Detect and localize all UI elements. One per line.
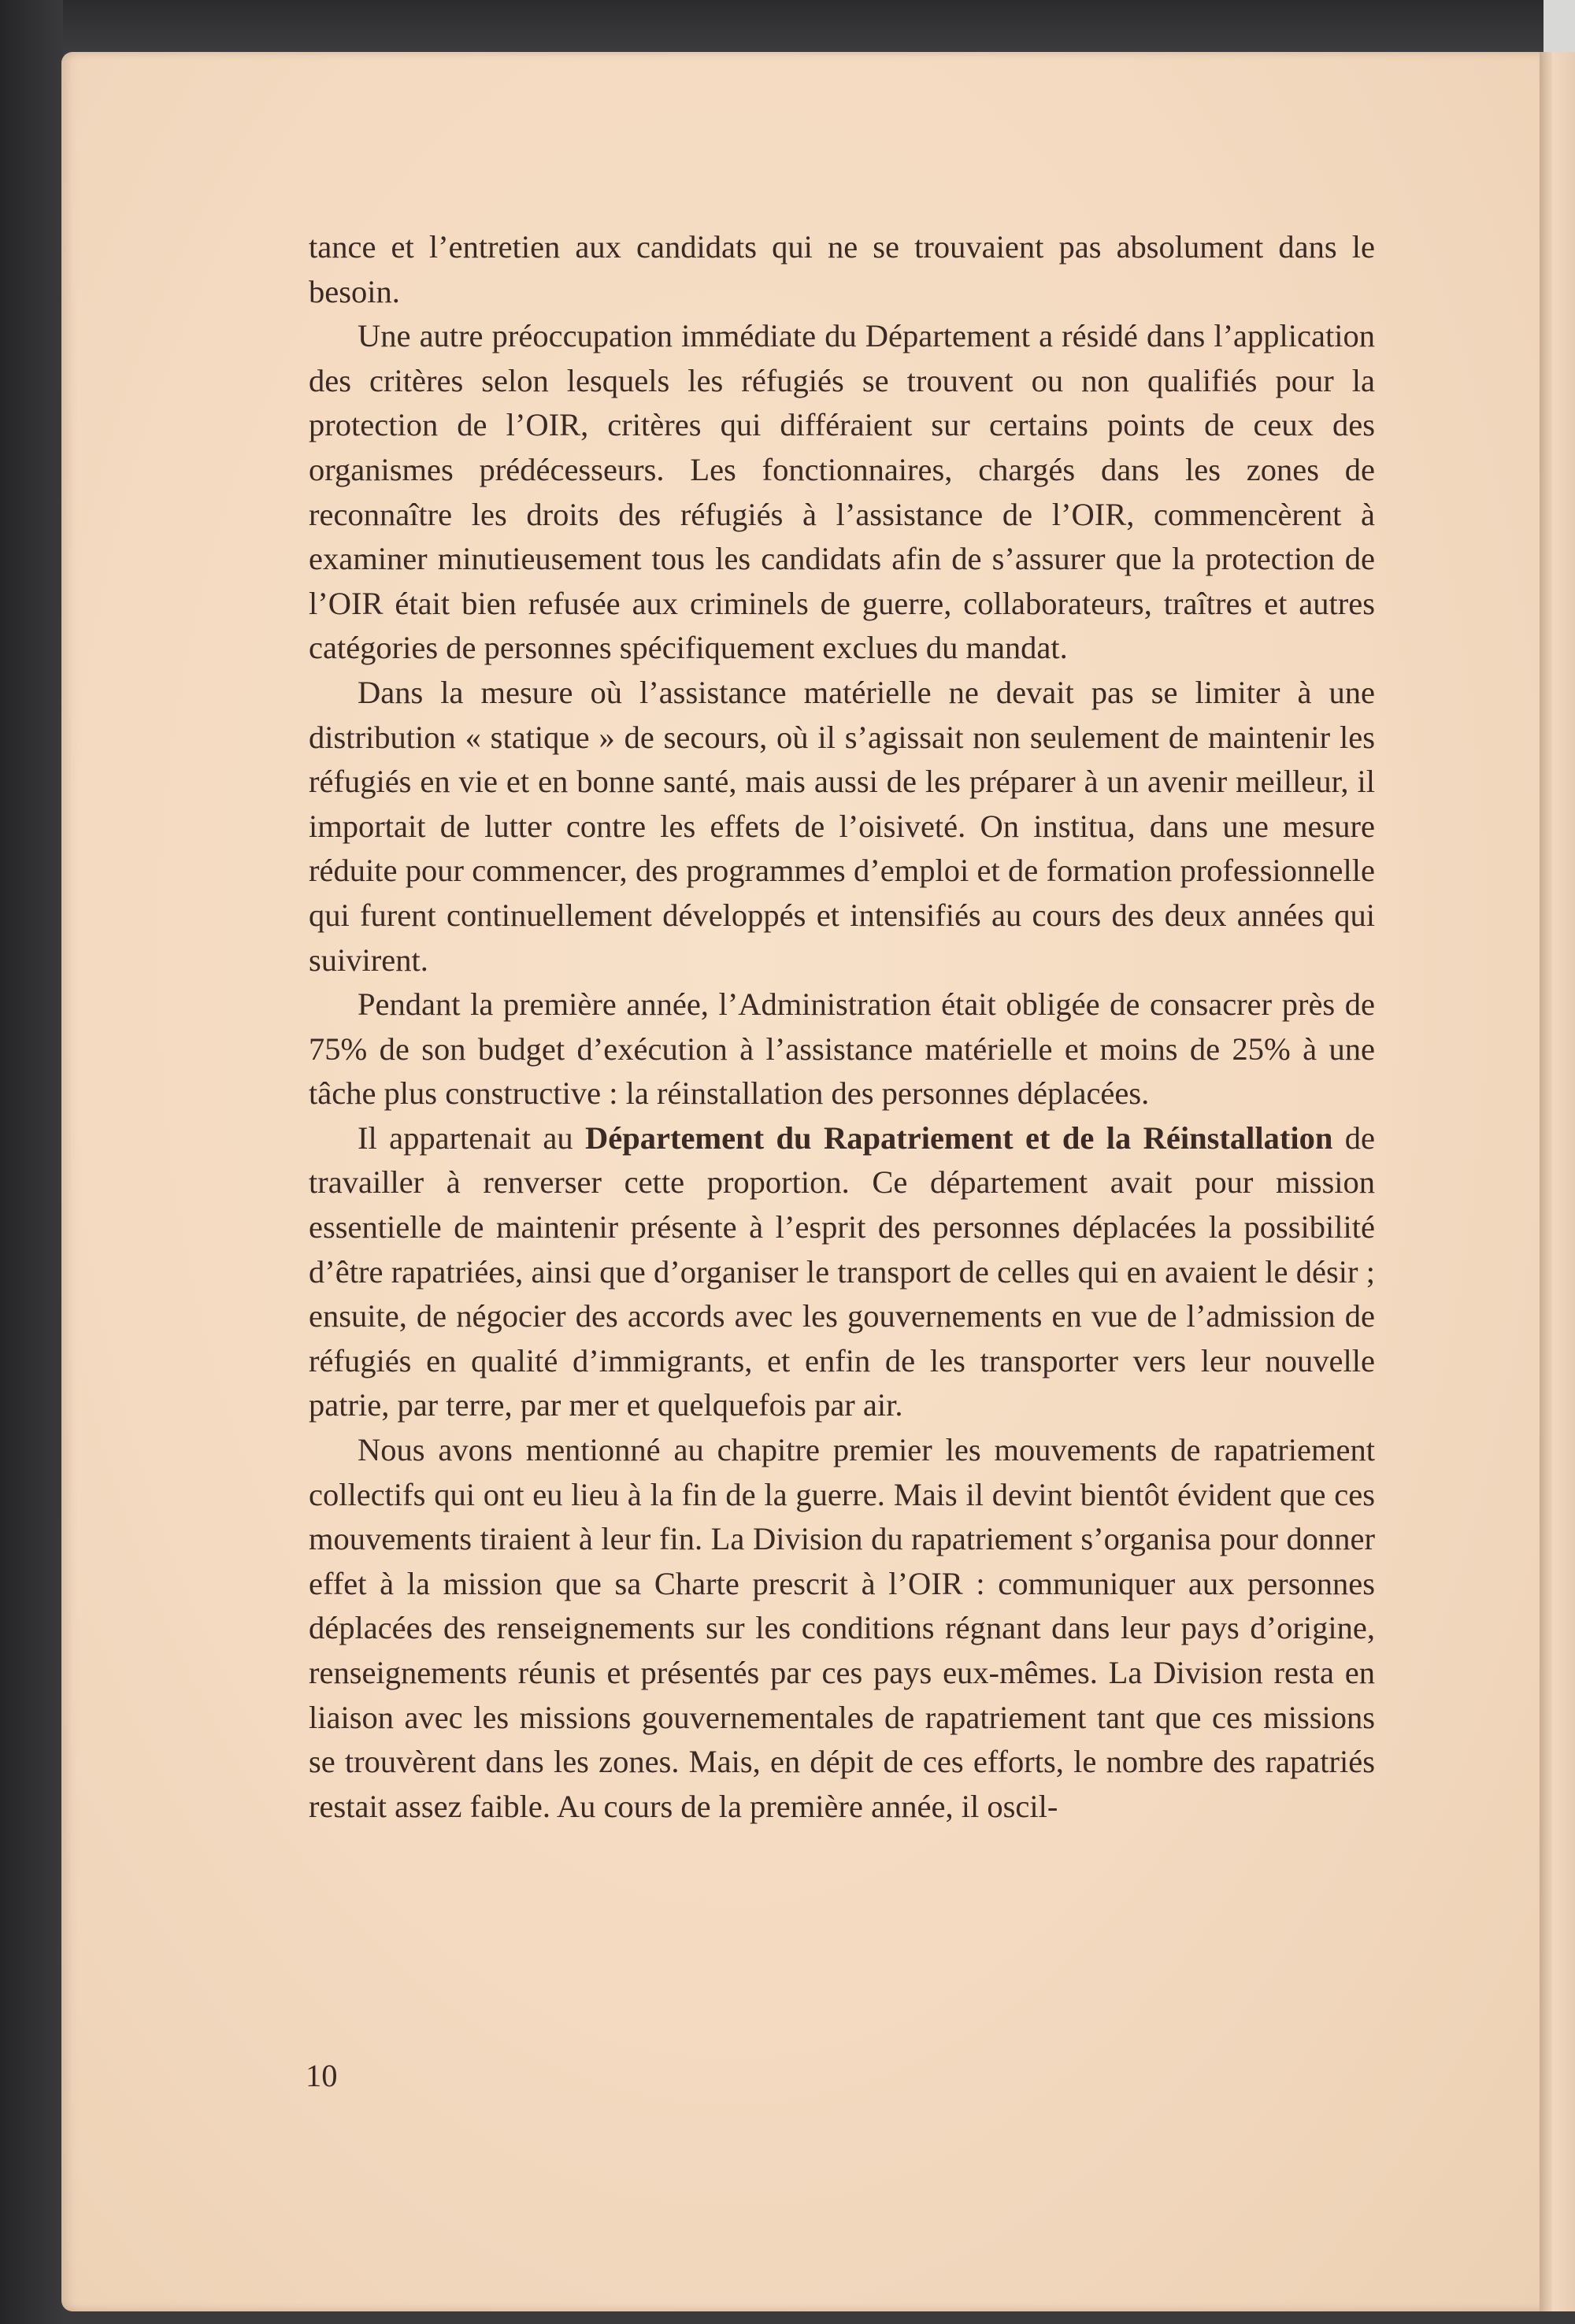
paragraph-repatriation-division: Nous avons mentionné au chapitre premier les mouvements de rapatriement collectifs qui ont eu lieu à la fin de la guerre. Mais il devint bientôt évident que ces mouvements tiraient à leur fin. La Division du rapatriement s’organisa pour donner effet à la mission que sa Charte prescrit à l’OIR : communiquer aux personnes déplacées des renseignements sur les conditions régnant dans leur pays d’origine, renseignements réunis et présentés par ces pays eux-mêmes. La Division resta en liaison avec les missions gouvernementales de rapatriement tant que ces missions se trouvèrent dans les zones. Mais, en dépit de ces efforts, le nombre des rapatriés restait assez faible. Au cours de la première année, il oscil-: [309, 1432, 1375, 1824]
next-page-edge: [1552, 52, 1575, 2311]
scan-backdrop-left: [0, 0, 63, 2324]
department-name-bold: Département du Rapatriement et de la Réinstallation: [585, 1119, 1333, 1156]
paragraph-budget: Pendant la première année, l’Administration était obligée de consacrer près de 75% de son budget d’exécution à l’assistance matérielle et moins de 25% à une tâche plus constructive : la réinstallation des personnes déplacées.: [309, 986, 1375, 1112]
paragraph-material-assistance: Dans la mesure où l’assistance matérielle ne devait pas se limiter à une distribution « statique » de secours, où il s’agissait non seulement de maintenir les réfugiés en vie et en bonne santé, mais aussi de les préparer à un avenir meilleur, il importait de lutter contre les effets de l’oisiveté. On institua, dans une mesure réduite pour commencer, des programmes d’emploi et de formation professionnelle qui furent continuellement développés et intensifiés au cours des deux années qui suivirent.: [309, 674, 1375, 978]
book-gutter-edge: [1540, 52, 1552, 2311]
paragraph-lead-text: Il appartenait au: [358, 1119, 585, 1156]
page-number: 10: [306, 2058, 338, 2093]
page-body-text: [309, 225, 1375, 1829]
paragraph-criteria: Une autre préoccupation immédiate du Département a résidé dans l’application des critères selon lesquels les réfugiés se trouvent ou non qualifiés pour la protection de l’OIR, critères qui différaient sur certains points de ceux des organismes prédécesseurs. Les fonctionnaires, chargés dans les zones de reconnaître les droits des réfugiés à l’assistance de l’OIR, commencèrent à examiner minutieusement tous les candidats afin de s’assurer que la protection de l’OIR était bien refusée aux criminels de guerre, collaborateurs, traîtres et autres catégories de personnes spécifiquement exclues du mandat.: [309, 318, 1375, 666]
paragraph-repatriation-department: [309, 1116, 1375, 1428]
scan-backdrop-top: [0, 0, 1575, 55]
paragraph-continued: tance et l’entretien aux candidats qui ne se trouvaient pas absolument dans le besoin.: [309, 229, 1375, 309]
paragraph-body-text: de travailler à renverser cette proportion. Ce département avait pour mission essentielle de maintenir présente à l’esprit des personnes déplacées la possibilité d’être rapatriées, ainsi que d’organiser le transport de celles qui en avaient le désir ; ensuite, de négocier des accords avec les gouvernements en vue de l’admission de réfugiés en qualité d’immigrants, et enfin de les transporter vers leur nouvelle patrie, par terre, par mer et quelquefois par air.: [309, 1119, 1375, 1423]
